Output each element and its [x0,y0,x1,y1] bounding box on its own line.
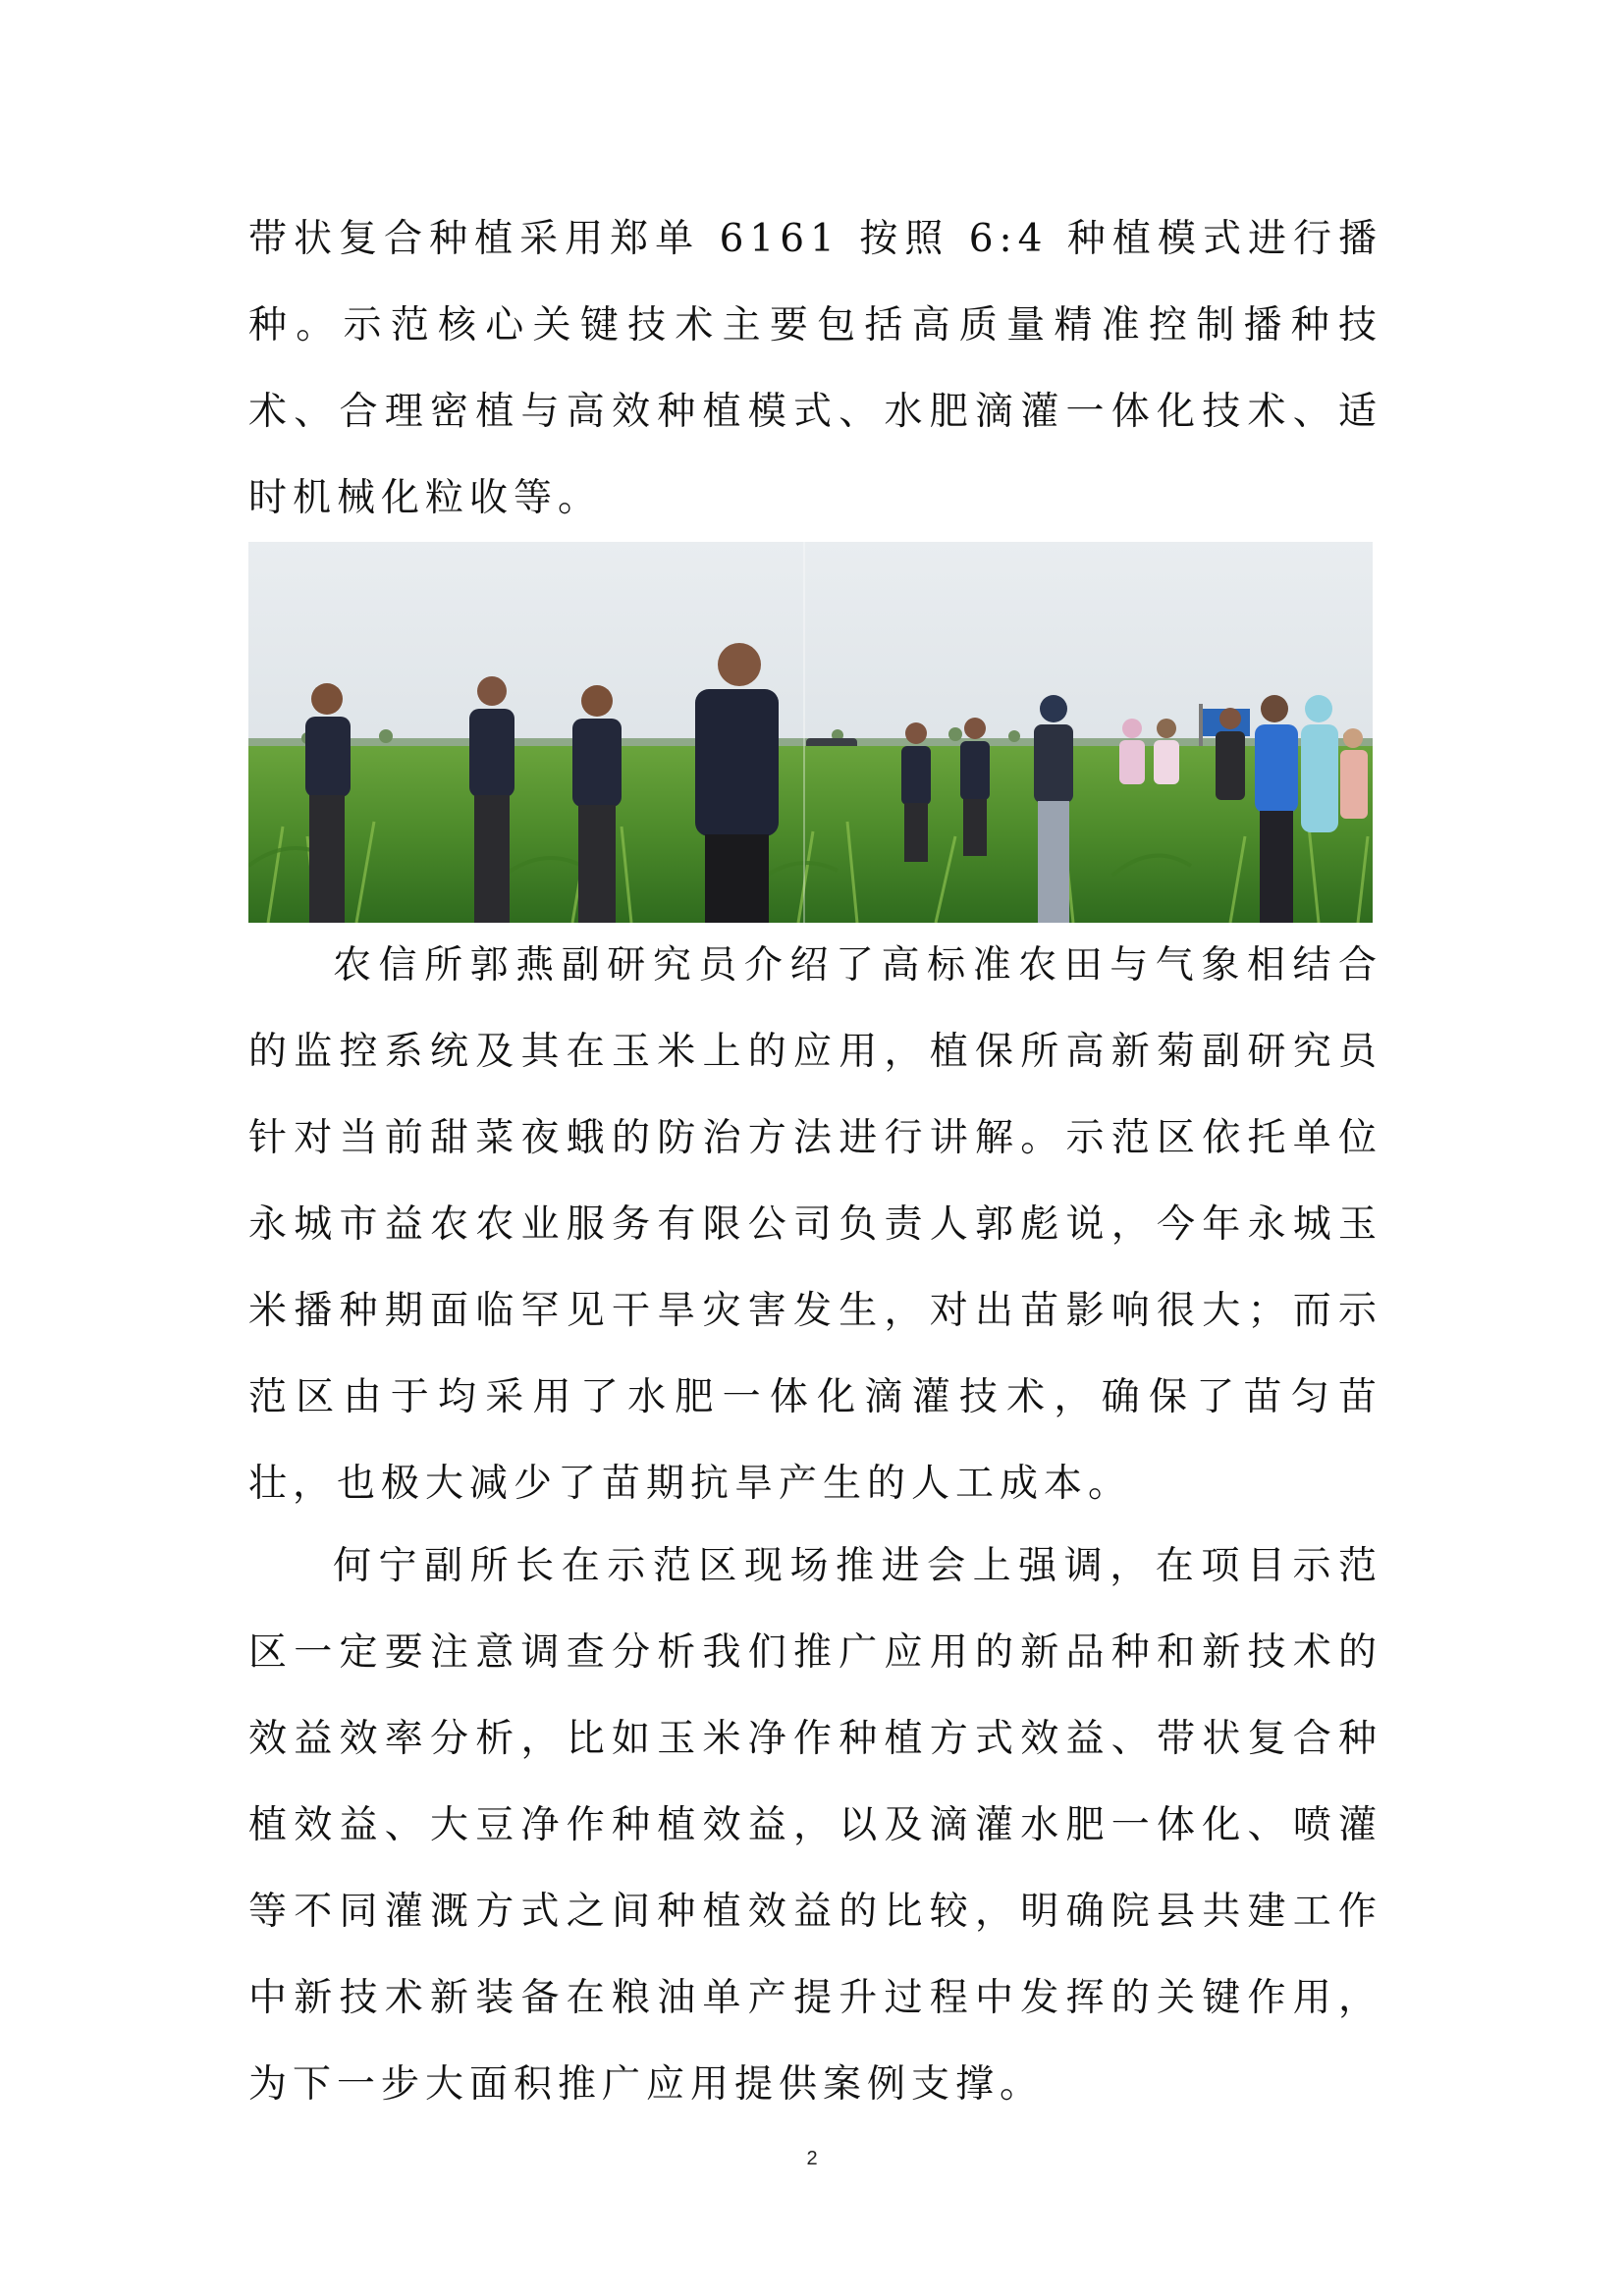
paragraph-1: 带状复合种植采用郑单 6161 按照 6:4 种植模式进行播种。示范核心关键技术主要包括高质量精准控制播种技术、合理密植与高效种植模式、水肥滴灌一体化技术、适时机械化粒收等。 [248,217,1382,520]
page-number: 2 [806,2148,818,2169]
paragraph-2: 农信所郭燕副研究员介绍了高标准农田与气象相结合的监控系统及其在玉米上的应用，植保所高新菊副研究员针对当前甜菜夜蛾的防治方法进行讲解。示范区依托单位永城市益农农业服务有限公司负责人郭彪说，今年永城玉米播种期面临罕见干旱灾害发生，对出苗影响很大；而示范区由于均采用了水肥一体化滴灌技术，确保了苗匀苗壮，也极大减少了苗期抗旱产生的人工成本。 [248,943,1382,1506]
field-photo [248,542,1373,923]
paragraph-3: 何宁副所长在示范区现场推进会上强调，在项目示范区一定要注意调查分析我们推广应用的新品种和新技术的效益效率分析，比如玉米净作种植方式效益、带状复合种植效益、大豆净作种植效益，以及滴灌水肥一体化、喷灌等不同灌溉方式之间种植效益的比较，明确院县共建工作中新技术新装备在粮油单产提升过程中发挥的关键作用，为下一步大面积推广应用提供案例支撑。 [248,1544,1382,2107]
